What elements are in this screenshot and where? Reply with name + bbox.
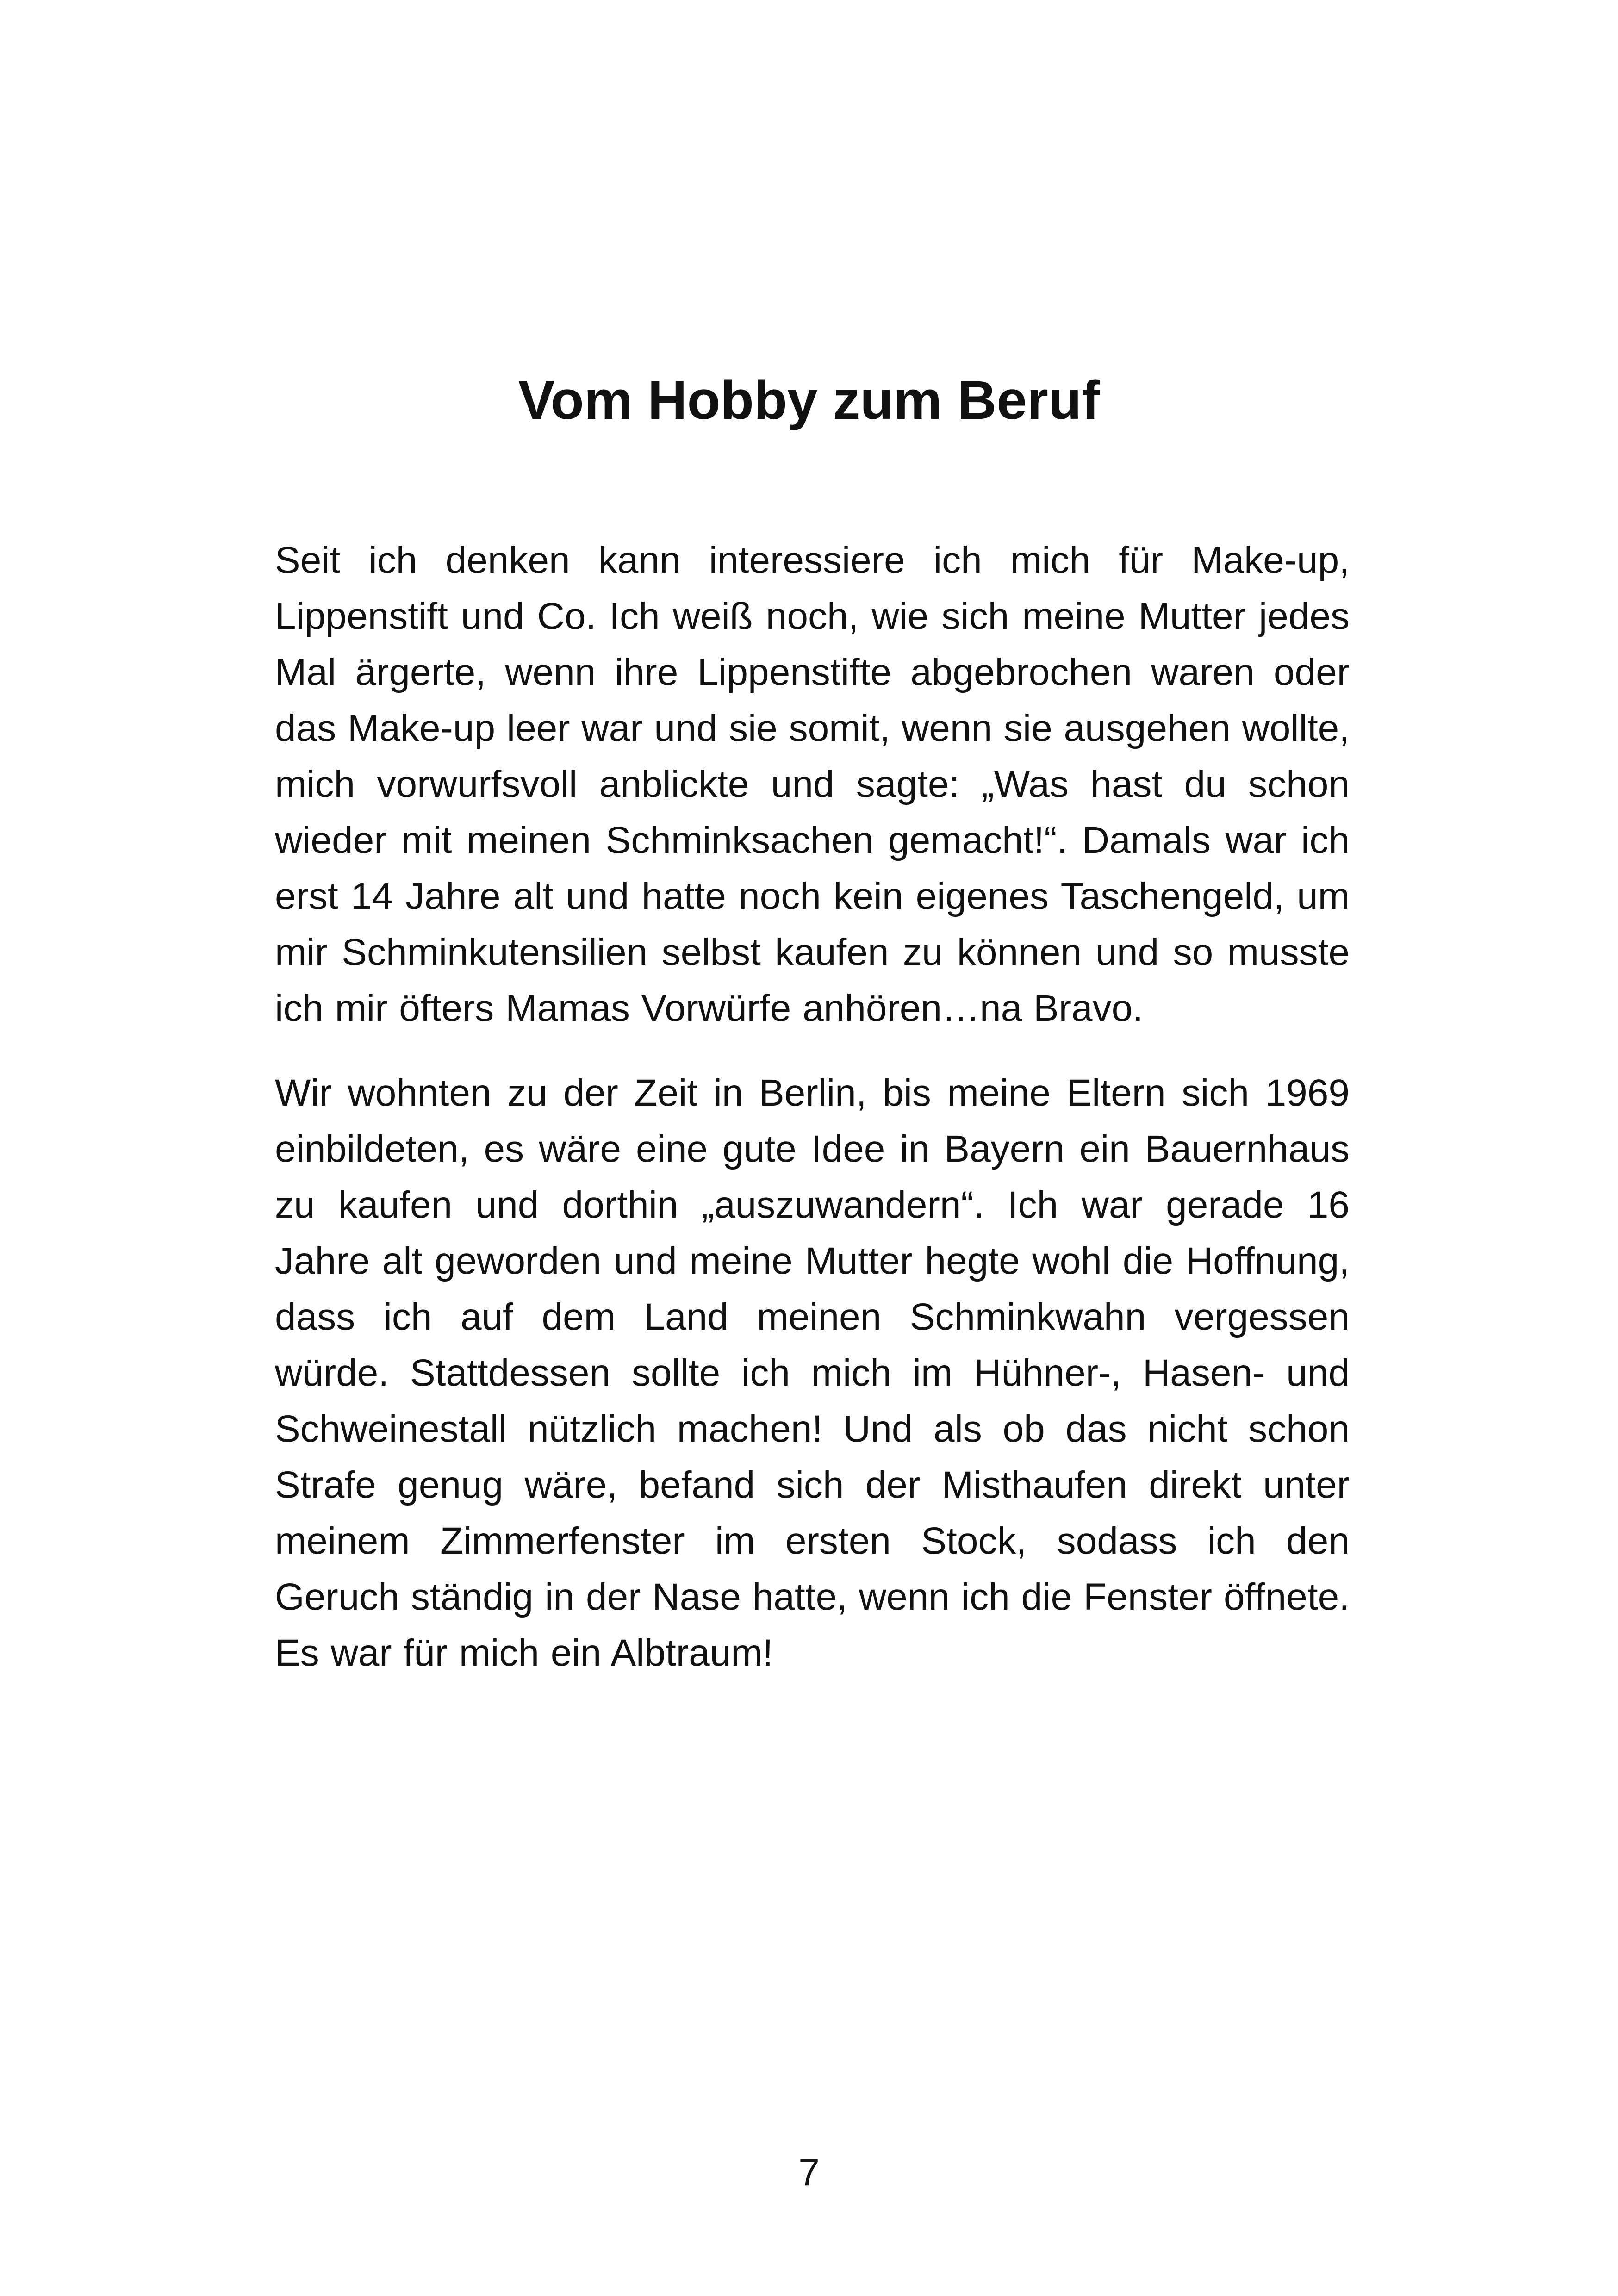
paragraph-2: Wir wohnten zu der Zeit in Berlin, bis meine Eltern sich 1969 einbildeten, es wäre eine gute Idee in Bayern ein Bauernhaus zu kaufen und dorthin „auszuwandern“. Ich war gerade 16 Jahre alt geworden und meine Mutter hegte wohl die Hoffnung, dass ich auf dem Land meinen Schminkwahn vergessen würde. Stattdessen sollte ich mich im Hühner-, Hasen- und Schweinestall nützlich machen! Und als ob das nicht schon Strafe genug wäre, befand sich der Misthaufen direkt unter meinem Zimmerfenster im ersten Stock, sodass ich den Geruch ständig in der Nase hatte, wenn ich die Fenster öffnete. Es war für mich ein Albtraum! (275, 1072, 1350, 1674)
paragraph-1: Seit ich denken kann interessiere ich mich für Make-up, Lippenstift und Co. Ich weiß noch, wie sich meine Mutter jedes Mal ärgerte, wenn ihre Lippenstifte abgebrochen waren oder das Make-up leer war und sie somit, wenn sie ausgehen wollte, mich vorwurfsvoll anblickte und sagte: „Was hast du schon wieder mit meinen Schminksachen gemacht!“. Damals war ich erst 14 Jahre alt und hatte noch kein eigenes Taschengeld, um mir Schminkutensilien selbst kaufen zu können und so musste ich mir öfters Mamas Vorwürfe anhören…na Bravo. (275, 539, 1350, 1029)
body-text (275, 532, 1350, 1681)
page-number: 7 (798, 2152, 820, 2194)
page-title: Vom Hobby zum Beruf (518, 370, 1100, 431)
